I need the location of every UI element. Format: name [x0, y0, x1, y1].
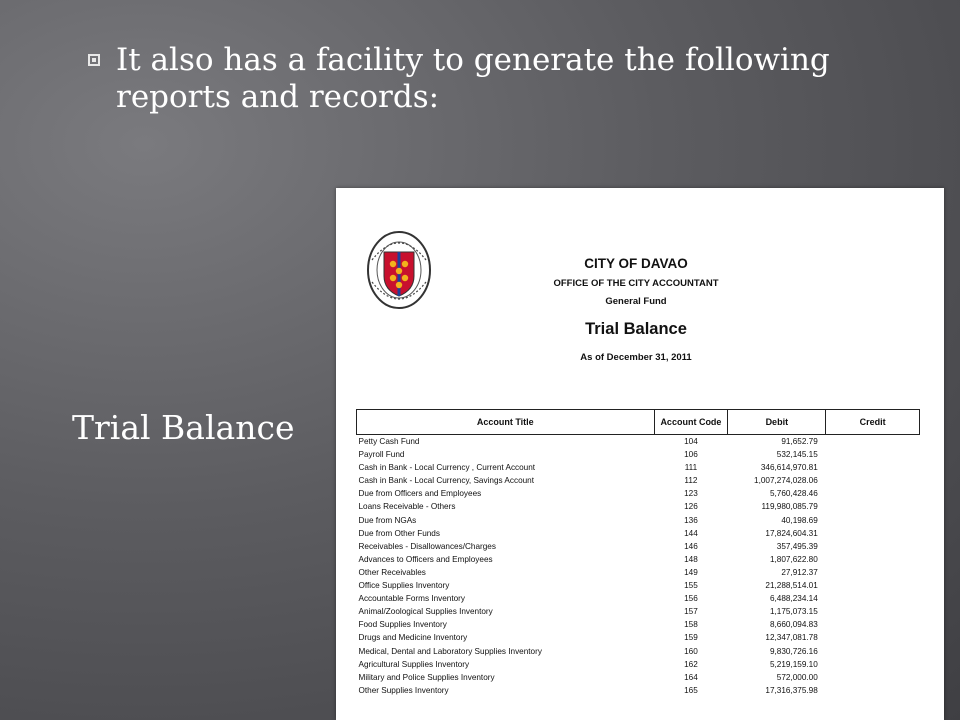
table-row: [357, 487, 920, 500]
table-row: [357, 592, 920, 605]
table-row: [357, 618, 920, 631]
account-code-cell: 136: [684, 515, 698, 525]
table-body: [357, 435, 920, 697]
debit-cell: 9,830,726.16: [769, 646, 818, 656]
document-office: OFFICE OF THE CITY ACCOUNTANT: [553, 278, 719, 289]
account-code-cell: 158: [684, 620, 698, 630]
table-row: [357, 474, 920, 487]
account-code-cell: 144: [684, 528, 698, 538]
debit-cell: 572,000.00: [776, 672, 818, 682]
credit-cell: [826, 461, 920, 474]
document-date: As of December 31, 2011: [580, 352, 692, 363]
debit-cell: 346,614,970.81: [760, 463, 818, 473]
debit-cell: 17,824,604.31: [765, 528, 818, 538]
account-title-cell: Advances to Officers and Employees: [358, 554, 493, 564]
document-city: CITY OF DAVAO: [584, 256, 688, 271]
table-row: [357, 540, 920, 553]
account-title-cell: Payroll Fund: [358, 450, 405, 460]
debit-cell: 8,660,094.83: [769, 620, 818, 630]
credit-cell: [826, 618, 920, 631]
square-bullet-icon: [88, 54, 100, 66]
account-title-cell: Due from NGAs: [358, 515, 417, 525]
account-code-cell: 149: [684, 567, 698, 577]
credit-cell: [826, 500, 920, 513]
account-title-cell: Office Supplies Inventory: [358, 581, 450, 591]
table-row: [357, 671, 920, 684]
trial-balance-table: [356, 409, 920, 697]
account-title-cell: Accountable Forms Inventory: [358, 594, 465, 604]
credit-cell: [826, 592, 920, 605]
credit-cell: [826, 487, 920, 500]
column-header-account-code: Account Code: [654, 410, 728, 435]
account-title-cell: Military and Police Supplies Inventory: [358, 672, 495, 682]
debit-cell: 17,316,375.98: [765, 685, 818, 695]
credit-cell: [826, 645, 920, 658]
table-row: [357, 605, 920, 618]
table-row: [357, 658, 920, 671]
debit-cell: 5,219,159.10: [769, 659, 818, 669]
table-row: [357, 435, 920, 449]
bullet-point: [88, 42, 908, 116]
account-code-cell: 148: [684, 554, 698, 564]
table-row: [357, 631, 920, 644]
account-title-cell: Food Supplies Inventory: [358, 620, 447, 630]
debit-cell: 12,347,081.78: [765, 633, 818, 643]
debit-cell: 27,912.37: [781, 567, 818, 577]
credit-cell: [826, 579, 920, 592]
bullet-text: It also has a facility to generate the following reports and records:: [116, 42, 830, 115]
account-title-cell: Drugs and Medicine Inventory: [358, 633, 468, 643]
account-title-cell: Receivables - Disallowances/Charges: [358, 541, 496, 551]
account-title-cell: Cash in Bank - Local Currency , Current Account: [358, 463, 536, 473]
debit-cell: 532,145.15: [776, 450, 818, 460]
table-row: [357, 645, 920, 658]
account-code-cell: 111: [684, 463, 698, 473]
account-title-cell: Medical, Dental and Laboratory Supplies Inventory: [358, 646, 542, 656]
column-header-credit: Credit: [826, 410, 920, 435]
document-title: Trial Balance: [585, 320, 687, 338]
account-code-cell: 104: [684, 437, 698, 446]
debit-cell: 6,488,234.14: [769, 594, 818, 604]
credit-cell: [826, 658, 920, 671]
debit-cell: 119,980,085.79: [761, 502, 818, 512]
table-header-row: [357, 410, 920, 435]
table-row: [357, 553, 920, 566]
credit-cell: [826, 474, 920, 487]
credit-cell: [826, 435, 920, 449]
credit-cell: [826, 605, 920, 618]
account-title-cell: Cash in Bank - Local Currency, Savings Account: [358, 476, 535, 486]
account-code-cell: 106: [684, 450, 698, 460]
account-title-cell: Other Supplies Inventory: [358, 685, 449, 695]
debit-cell: 1,007,274,028.06: [754, 476, 818, 486]
account-code-cell: 157: [684, 607, 698, 617]
trial-balance-label: Trial Balance: [72, 408, 295, 447]
debit-cell: 1,807,622.80: [769, 554, 818, 564]
debit-cell: 5,760,428.46: [769, 489, 818, 499]
credit-cell: [826, 631, 920, 644]
table-row: [357, 566, 920, 579]
account-code-cell: 112: [684, 476, 698, 486]
account-code-cell: 159: [684, 633, 698, 643]
debit-cell: 91,652.79: [781, 437, 818, 446]
debit-cell: 40,198.69: [781, 515, 818, 525]
account-title-cell: Petty Cash Fund: [358, 437, 420, 446]
account-title-cell: Loans Receivable - Others: [358, 502, 456, 512]
account-title-cell: Agricultural Supplies Inventory: [358, 659, 470, 669]
table-row: [357, 579, 920, 592]
document-fund: General Fund: [605, 296, 667, 307]
table-row: [357, 448, 920, 461]
credit-cell: [826, 540, 920, 553]
account-code-cell: 146: [684, 541, 698, 551]
credit-cell: [826, 448, 920, 461]
column-header-account-title: Account Title: [357, 410, 655, 435]
credit-cell: [826, 566, 920, 579]
account-code-cell: 123: [684, 489, 698, 499]
account-title-cell: Due from Other Funds: [358, 528, 440, 538]
credit-cell: [826, 684, 920, 697]
account-code-cell: 160: [684, 646, 698, 656]
account-code-cell: 126: [684, 502, 698, 512]
account-code-cell: 165: [684, 685, 698, 695]
account-title-cell: Animal/Zoological Supplies Inventory: [358, 607, 493, 617]
credit-cell: [826, 527, 920, 540]
account-code-cell: 162: [684, 659, 698, 669]
debit-cell: 21,288,514.01: [765, 581, 818, 591]
column-header-debit: Debit: [728, 410, 826, 435]
account-code-cell: 156: [684, 594, 698, 604]
table-row: [357, 514, 920, 527]
table-row: [357, 527, 920, 540]
account-code-cell: 164: [684, 672, 698, 682]
debit-cell: 357,495.39: [776, 541, 818, 551]
trial-balance-document-image: [336, 188, 944, 720]
credit-cell: [826, 671, 920, 684]
table-row: [357, 500, 920, 513]
credit-cell: [826, 553, 920, 566]
account-title-cell: Due from Officers and Employees: [358, 489, 482, 499]
table-row: [357, 684, 920, 697]
table-row: [357, 461, 920, 474]
account-code-cell: 155: [684, 581, 698, 591]
credit-cell: [826, 514, 920, 527]
debit-cell: 1,175,073.15: [769, 607, 818, 617]
account-title-cell: Other Receivables: [358, 567, 426, 577]
city-seal-icon: [366, 230, 432, 310]
